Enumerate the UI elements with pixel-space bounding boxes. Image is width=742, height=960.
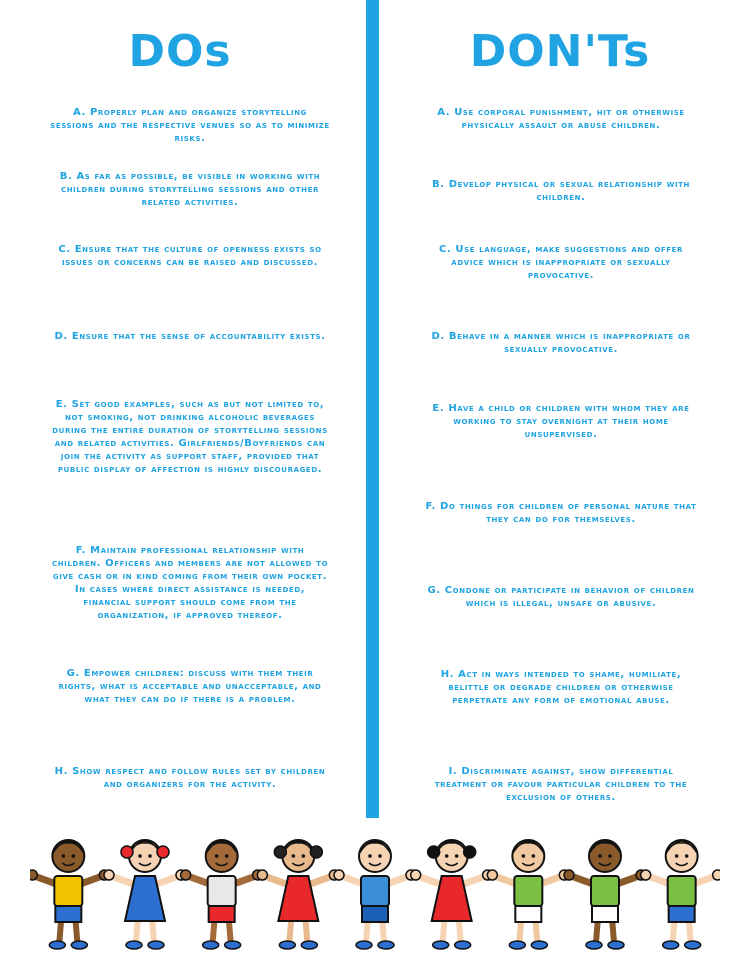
donts-heading: DON'Ts [469, 26, 651, 77]
dos-item-h: H. Show respect and follow rules set by children and organizers for the activity. [54, 766, 326, 790]
child-figure [564, 840, 646, 949]
donts-item-i: I. Discriminate against, show differential treatment or favour particular children to the exclusion of others. [434, 766, 688, 803]
child-figure [257, 840, 339, 949]
donts-item-f: F. Do things for children of personal nature that they can do for themselves. [425, 501, 697, 525]
child-figure [411, 840, 493, 949]
donts-item-d: D. Behave in a manner which is inappropriate or sexually provocative. [431, 331, 691, 355]
column-divider [366, 0, 379, 818]
donts-item-c: C. Use language, make suggestions and offer advice which is inappropriate or sexually provocative. [438, 244, 684, 281]
dos-item-f: F. Maintain professional relationship with children. Officers and members are not allowed to give cash or in kind coming from their own pocket. In cases where direct assistance is needed, financial support should come from the organization, if approved thereof. [51, 545, 329, 621]
child-figure [487, 840, 569, 949]
donts-item-g: G. Condone or participate in behavior of children which is illegal, unsafe or abusive. [427, 585, 695, 609]
child-figure [104, 840, 186, 949]
donts-item-a: A. Use corporal punishment, hit or otherwise physically assault or abuse children. [437, 107, 685, 131]
donts-item-b: B. Develop physical or sexual relationship with children. [432, 179, 690, 203]
child-figure [641, 840, 720, 949]
dos-item-c: C. Ensure that the culture of openness exists so issues or concerns can be raised and discussed. [58, 244, 322, 268]
dos-item-d: D. Ensure that the sense of accountability exists. [54, 331, 326, 342]
dos-heading: DOs [128, 26, 232, 77]
dos-item-e: E. Set good examples, such as but not limited to, not smoking, not drinking alcoholic beverages during the entire duration of storytelling sessions and related activities. Girlfriends/Boyfriends can join the activity as support staff, provided that public display of affection is highly discouraged. [52, 399, 328, 475]
child-figure [334, 840, 416, 949]
dos-item-a: A. Properly plan and organize storytelling sessions and the respective venues so as to minimize risks. [50, 107, 330, 144]
child-figure [30, 840, 109, 949]
dos-item-b: B. As far as possible, be visible in working with children during storytelling sessions and other related activities. [59, 171, 321, 208]
dos-item-g: G. Empower children: discuss with them their rights, what is acceptable and unacceptable, and what they can do if there is a problem. [58, 668, 322, 705]
donts-item-h: H. Act in ways intended to shame, humiliate, belittle or degrade children or otherwise perpetrate any form of emotional abuse. [440, 669, 682, 706]
child-figure [181, 840, 263, 949]
donts-item-e: E. Have a child or children with whom they are working to stay overnight at their home unsupervised. [432, 403, 690, 440]
children-illustration [30, 826, 720, 956]
